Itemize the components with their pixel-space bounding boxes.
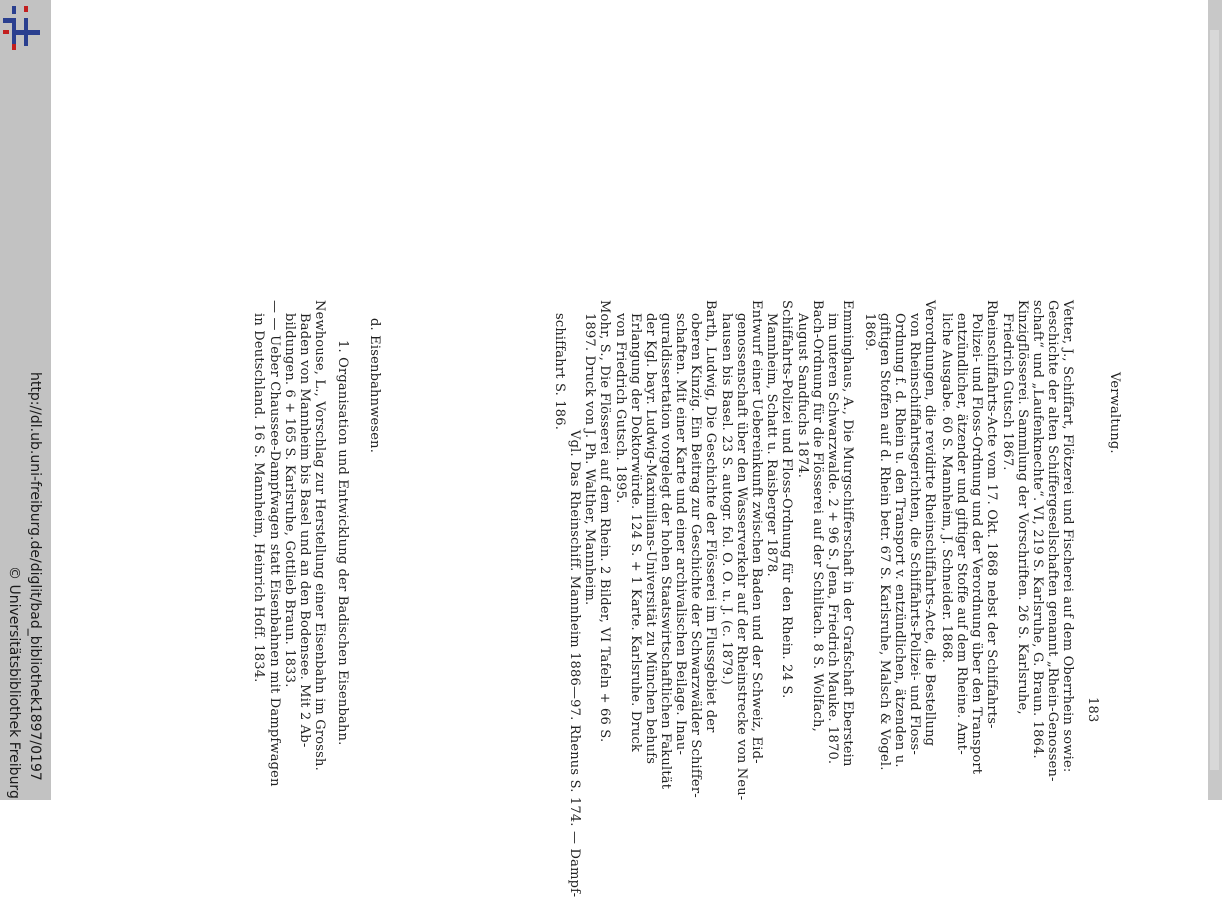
text-line: giftigen Stoffen auf d. Rhein betr. 67 S. Karlsruhe, Malsch & Vogel. [877, 313, 892, 771]
text-line: Entwurf einer Uebereinkunft zwischen Baden und der Schweiz, Eid- [749, 300, 764, 764]
text-line: Newhouse, L., Vorschlag zur Herstellung einer Eisenbahn im Grossh. [312, 300, 327, 771]
text-line: Rheinschiffahrts-Acte vom 17. Okt. 1868 nebst der Schiffahrts- [984, 300, 999, 729]
text-line: Verordnungen, die revidirte Rheinschiffahrts-Acte, die Bestellung [922, 300, 937, 747]
text-line: von Rheinschiffahrtsgerichten, die Schiffahrts-Polizei- und Floss- [907, 313, 922, 755]
text-line: Barth, Ludwig, Die Geschichte der Flösserei im Flussgebiet der [703, 300, 718, 733]
scrollbar-thumb[interactable] [1210, 30, 1219, 770]
text-line: Kinzigflösserei. Sammlung der Vorschriften. 26 S. Karlsruhe, [1015, 300, 1030, 715]
viewer-sidebar [0, 0, 51, 800]
text-line: August Sandfuchs 1874. [795, 313, 810, 479]
text-line: guraldissertation vorgelegt der hohen Staatswirtschaftlichen Fakultät [658, 313, 673, 790]
text-line: Polizei- und Floss-Ordnung und der Verordnung über den Transport [969, 313, 984, 775]
text-line: Mannheim, Schatt u. Raisberger 1878. [764, 313, 779, 577]
university-library-logo [0, 0, 51, 56]
text-line: Friedrich Gutsch 1867. [1000, 313, 1015, 471]
text-line: Geschichte der alten Schiffergesellschaften genannt „Rhein-Genossen- [1045, 300, 1060, 782]
text-line: Vgl. Das Rheinschiff. Mannheim 1886—97. Rhenus S. 174. — Dampf- [567, 430, 582, 897]
text-line: Schiffahrts-Polizei und Floss-Ordnung für den Rhein. 24 S. [779, 300, 794, 699]
text-line: Emminghaus, A., Die Murgschifferschaft in der Grafschaft Eberstein [840, 300, 855, 767]
text-line: oberen Kinzig. Ein Beitrag zur Geschichte der Schwarzwälder Schiffer- [688, 313, 703, 798]
copyright-notice: © Universitätsbibliothek Freiburg [6, 566, 22, 799]
page-number: 183 [1085, 697, 1100, 723]
text-line: Vetter, J., Schiffart, Flötzerei und Fischerei auf dem Oberrhein sowie: [1060, 300, 1075, 773]
text-line: Erlangung der Doktorwürde. 124 S. + 1 Karte. Karlsruhe. Druck [628, 313, 643, 752]
text-line: Bach-Ordnung für die Flösserei auf der Schiltach. 8 S. Wolfach, [810, 300, 825, 732]
text-line: im unteren Schwarzwalde. 2 + 96 S. Jena, Friedrich Mauke. 1870. [825, 313, 840, 765]
text-line: von Friedrich Gutsch. 1895. [613, 313, 628, 504]
text-line: — — Ueber Chaussee-Dampfwagen statt Eisenbahnen mit Dampfwagen [267, 300, 282, 787]
text-line: schaft“ und „Laufenknechte“. VI, 219 S. Karlsruhe, G. Braun. 1864. [1030, 300, 1045, 759]
text-line: bildungen. 6 + 165 S. Karlsruhe, Gottlieb Braun. 1833. [282, 313, 297, 688]
text-line: entzündlicher, ätzender und giftiger Stoffe auf dem Rheine. Amt- [954, 313, 969, 755]
text-line: Ordnung f. d. Rhein u. den Transport v. entzündlichen, ätzenden u. [892, 313, 907, 768]
subsection-heading: 1. Organisation und Entwicklung der Badischen Eisenbahn. [335, 340, 350, 746]
text-line: schaften. Mit einer Karte und einer archivalischen Beilage. Inau- [673, 313, 688, 756]
text-line: schiffahrt S. 186. [552, 313, 567, 431]
text-line: 1869. [862, 313, 877, 352]
text-line: liche Ausgabe. 60 S. Mannheim, J. Schneider. 1868. [939, 313, 954, 664]
text-line: hausen bis Basel. 23 S. autogr. fol. O. O. u. J. (c. 1879.) [719, 313, 734, 685]
text-line: Mohr, S., Die Flösserei auf dem Rhein. 2 Bilder, VI Tafeln + 66 S. [597, 300, 612, 743]
text-line: der Kgl. bayr. Ludwig-Maximilians-Universität zu München behufs [643, 313, 658, 765]
text-line: Baden von Mannheim bis Basel und an den Bodensee. Mit 2 Ab- [297, 313, 312, 748]
document-url[interactable]: http://dl.ub.uni-freiburg.de/diglit/bad_bibliothek1897/0197 [27, 372, 43, 781]
page-header: Verwaltung. [1107, 372, 1122, 454]
text-line: 1897. Druck von J. Ph. Walther, Mannheim. [582, 313, 597, 606]
text-line: in Deutschland. 16 S. Mannheim, Heinrich Hoff. 1834. [251, 313, 266, 683]
text-line: genossenschaft über den Wasserverkehr auf der Rheinstrecke von Neu- [734, 313, 749, 801]
section-heading: d. Eisenbahnwesen. [367, 318, 382, 454]
